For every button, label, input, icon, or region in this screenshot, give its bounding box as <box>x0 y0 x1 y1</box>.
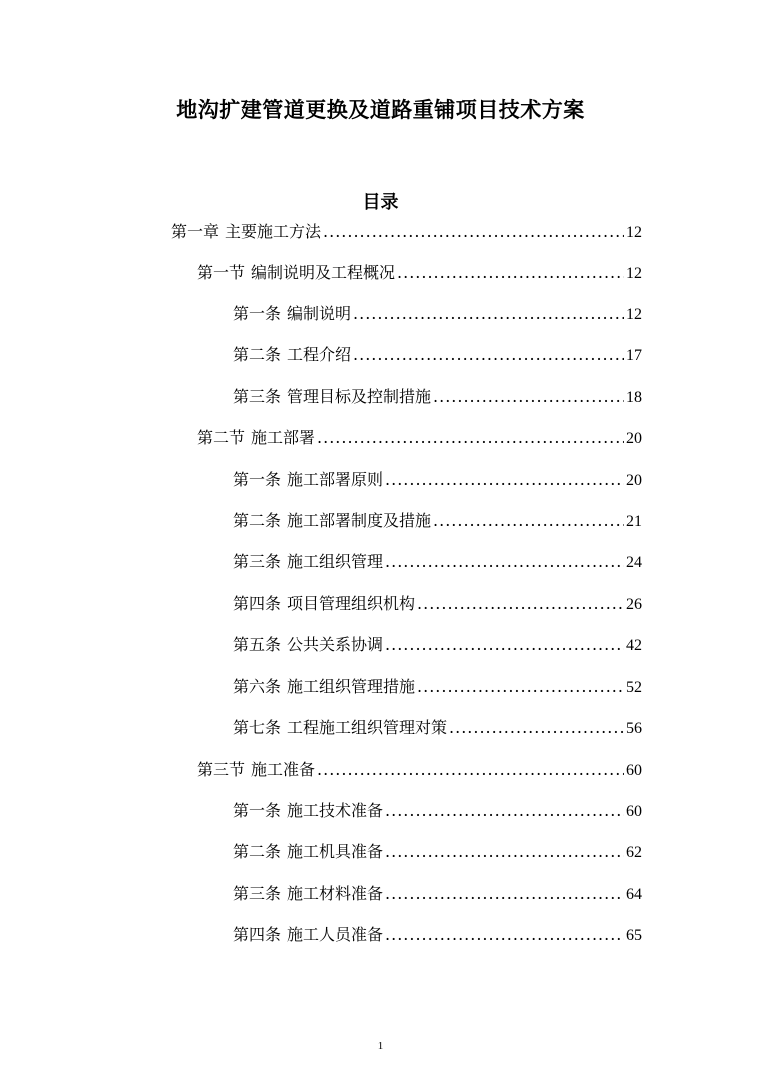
toc-leader-dots <box>385 920 624 950</box>
toc-entry[interactable] <box>233 920 642 950</box>
toc-leader-dots <box>433 506 624 536</box>
toc-entry[interactable] <box>233 340 642 370</box>
toc-entry-number: 第一节 <box>197 263 246 282</box>
toc-entry[interactable] <box>171 217 642 247</box>
toc-entry-page: 20 <box>626 430 642 447</box>
toc-heading: 目录 <box>362 192 399 213</box>
toc-entry-title: 主要施工方法 <box>225 222 322 241</box>
toc-entry-page: 65 <box>626 927 642 944</box>
toc-entry-page: 26 <box>626 596 642 613</box>
toc-entry-title: 施工组织管理 <box>287 552 384 571</box>
toc-entry-label <box>233 506 431 536</box>
toc-entry-label <box>233 299 351 329</box>
toc-leader-dots <box>385 630 624 660</box>
toc-entry-label <box>233 713 447 743</box>
toc-entry-label <box>233 547 383 577</box>
toc-entry[interactable] <box>233 796 642 826</box>
toc-leader-dots <box>417 672 624 702</box>
toc-entry-number: 第一条 <box>233 801 282 820</box>
toc-entry[interactable] <box>197 755 642 785</box>
toc-entry-label <box>171 217 321 247</box>
toc-entry-number: 第二节 <box>197 428 246 447</box>
toc-entry-title: 编制说明及工程概况 <box>251 263 396 282</box>
toc-entry-label <box>233 920 383 950</box>
toc-entry[interactable] <box>233 672 642 702</box>
toc-entry-label <box>233 589 415 619</box>
toc-entry-title: 编制说明 <box>287 304 352 323</box>
toc-entry-label <box>197 423 315 453</box>
toc-entry-title: 公共关系协调 <box>287 635 384 654</box>
toc-entry-title: 施工部署制度及措施 <box>287 511 432 530</box>
toc-leader-dots <box>449 713 624 743</box>
toc-entry-number: 第二条 <box>233 345 282 364</box>
toc-entry-page: 12 <box>626 224 642 241</box>
toc-leader-dots <box>353 299 624 329</box>
toc-entry[interactable] <box>233 299 642 329</box>
toc-entry-page: 60 <box>626 762 642 779</box>
toc-entry-number: 第三条 <box>233 884 282 903</box>
toc-leader-dots <box>433 382 624 412</box>
toc-entry-number: 第三条 <box>233 387 282 406</box>
toc-entry-page: 56 <box>626 720 642 737</box>
toc-entry[interactable] <box>233 713 642 743</box>
toc-entry-label <box>233 465 383 495</box>
toc-leader-dots <box>397 258 624 288</box>
toc-entry-title: 施工部署原则 <box>287 470 384 489</box>
toc-entry-number: 第二条 <box>233 511 282 530</box>
toc-entry-page: 21 <box>626 513 642 530</box>
toc-entry-number: 第七条 <box>233 718 282 737</box>
toc-entry-number: 第六条 <box>233 677 282 696</box>
toc-entry-page: 64 <box>626 886 642 903</box>
toc-entry[interactable] <box>233 589 642 619</box>
toc-entry-label <box>233 630 383 660</box>
toc-entry-label <box>233 340 351 370</box>
toc-entry-title: 施工材料准备 <box>287 884 384 903</box>
toc-leader-dots <box>317 755 624 785</box>
toc-entry-title: 管理目标及控制措施 <box>287 387 432 406</box>
toc-leader-dots <box>385 465 624 495</box>
toc-leader-dots <box>417 589 624 619</box>
toc-entry-title: 施工组织管理措施 <box>287 677 416 696</box>
toc-entry-number: 第四条 <box>233 925 282 944</box>
toc-entry[interactable] <box>233 382 642 412</box>
toc-entry-page: 60 <box>626 803 642 820</box>
toc-entry-page: 62 <box>626 844 642 861</box>
toc-entry-number: 第四条 <box>233 594 282 613</box>
toc-leader-dots <box>385 796 624 826</box>
toc-leader-dots <box>353 340 624 370</box>
toc-entry-title: 施工机具准备 <box>287 842 384 861</box>
toc-entry[interactable] <box>233 465 642 495</box>
toc-entry-number: 第三节 <box>197 760 246 779</box>
document-title: 地沟扩建管道更换及道路重铺项目技术方案 <box>176 98 585 122</box>
toc-entry-page: 42 <box>626 637 642 654</box>
toc-entry-title: 工程介绍 <box>287 345 352 364</box>
toc-entry[interactable] <box>233 547 642 577</box>
toc-entry-label <box>233 796 383 826</box>
toc-entry[interactable] <box>197 258 642 288</box>
toc-entry-number: 第一章 <box>171 222 220 241</box>
toc-entry-title: 施工部署 <box>251 428 316 447</box>
toc-leader-dots <box>385 837 624 867</box>
toc-entry-label <box>197 755 315 785</box>
toc-entry-page: 20 <box>626 472 642 489</box>
toc-entry-number: 第三条 <box>233 552 282 571</box>
toc-entry-number: 第五条 <box>233 635 282 654</box>
toc-entry-page: 52 <box>626 679 642 696</box>
toc-entry-number: 第一条 <box>233 470 282 489</box>
toc-entry[interactable] <box>233 879 642 909</box>
toc-leader-dots <box>317 423 624 453</box>
toc-entry-page: 12 <box>626 265 642 282</box>
page-number: 1 <box>377 1040 384 1052</box>
toc-entry-page: 18 <box>626 389 642 406</box>
toc-leader-dots <box>323 217 624 247</box>
toc-entry-number: 第一条 <box>233 304 282 323</box>
toc-leader-dots <box>385 547 624 577</box>
toc-entry[interactable] <box>233 506 642 536</box>
toc-entry[interactable] <box>233 837 642 867</box>
toc-entry-number: 第二条 <box>233 842 282 861</box>
toc-entry-label <box>233 837 383 867</box>
toc-entry[interactable] <box>197 423 642 453</box>
toc-entry-title: 施工人员准备 <box>287 925 384 944</box>
toc-entry-page: 12 <box>626 306 642 323</box>
toc-entry-title: 项目管理组织机构 <box>287 594 416 613</box>
toc-entry-label <box>233 879 383 909</box>
toc-entry-label <box>233 382 431 412</box>
toc-entry-label <box>233 672 415 702</box>
toc-entry[interactable] <box>233 630 642 660</box>
toc-leader-dots <box>385 879 624 909</box>
toc-entry-label <box>197 258 395 288</box>
toc-entry-title: 施工准备 <box>251 760 316 779</box>
toc-entry-title: 施工技术准备 <box>287 801 384 820</box>
toc-entry-page: 17 <box>626 347 642 364</box>
toc-entry-page: 24 <box>626 554 642 571</box>
toc-entry-title: 工程施工组织管理对策 <box>287 718 448 737</box>
